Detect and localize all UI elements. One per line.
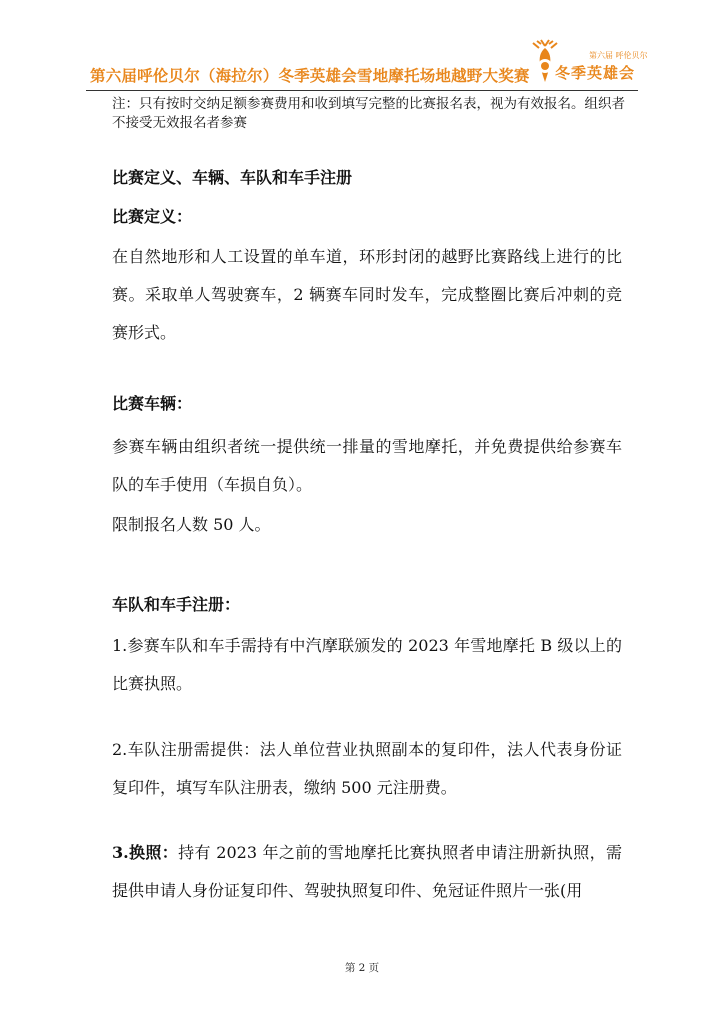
vehicle-paragraph: 参赛车辆由组织者统一提供统一排量的雪地摩托，并免费提供给参赛车队的车手使用（车损自负）。 — [112, 437, 622, 494]
section-main-title: 比赛定义、车辆、车队和车手注册 — [112, 168, 353, 187]
definition-heading: 比赛定义： — [112, 207, 193, 226]
event-logo — [525, 38, 648, 88]
registration-note: 注：只有按时交纳足额参赛费用和收到填写完整的比赛报名表，视为有效报名。组织者不接受无效报名者参赛 — [112, 96, 625, 131]
registration-heading: 车队和车手注册： — [112, 595, 241, 614]
logo-title: 冬季英雄会 — [555, 64, 636, 82]
definition-paragraph: 在自然地形和人工设置的单车道，环形封闭的越野比赛路线上进行的比赛。采取单人驾驶赛车，2 辆赛车同时发车，完成整圈比赛后冲刺的竞赛形式。 — [112, 247, 622, 342]
item-3-text: 持有 2023 年之前的雪地摩托比赛执照者申请注册新执照，需提供申请人身份证复印件、驾驶执照复印件、免冠证件照片一张(用 — [112, 843, 622, 900]
registration-item-3 — [112, 834, 622, 910]
registration-item-2: 2.车队注册需提供：法人单位营业执照副本的复印件，法人代表身份证复印件，填写车队注册表，缴纳 500 元注册费。 — [112, 740, 622, 797]
page-number: 第 2 页 — [344, 962, 380, 974]
limit-paragraph: 限制报名人数 50 人。 — [112, 515, 271, 534]
item-3-label: 3.换照： — [112, 843, 179, 862]
registration-item-1: 1.参赛车队和车手需持有中汽摩联颁发的 2023 年雪地摩托 B 级以上的比赛执照。 — [112, 636, 622, 693]
vehicle-heading: 比赛车辆： — [112, 394, 193, 413]
page-header — [0, 0, 724, 100]
logo-subtitle: 第六届 呼伦贝尔 — [589, 51, 648, 60]
header-title: 第六届呼伦贝尔（海拉尔）冬季英雄会雪地摩托场地越野大奖赛 — [90, 66, 530, 85]
header-divider — [86, 90, 638, 91]
